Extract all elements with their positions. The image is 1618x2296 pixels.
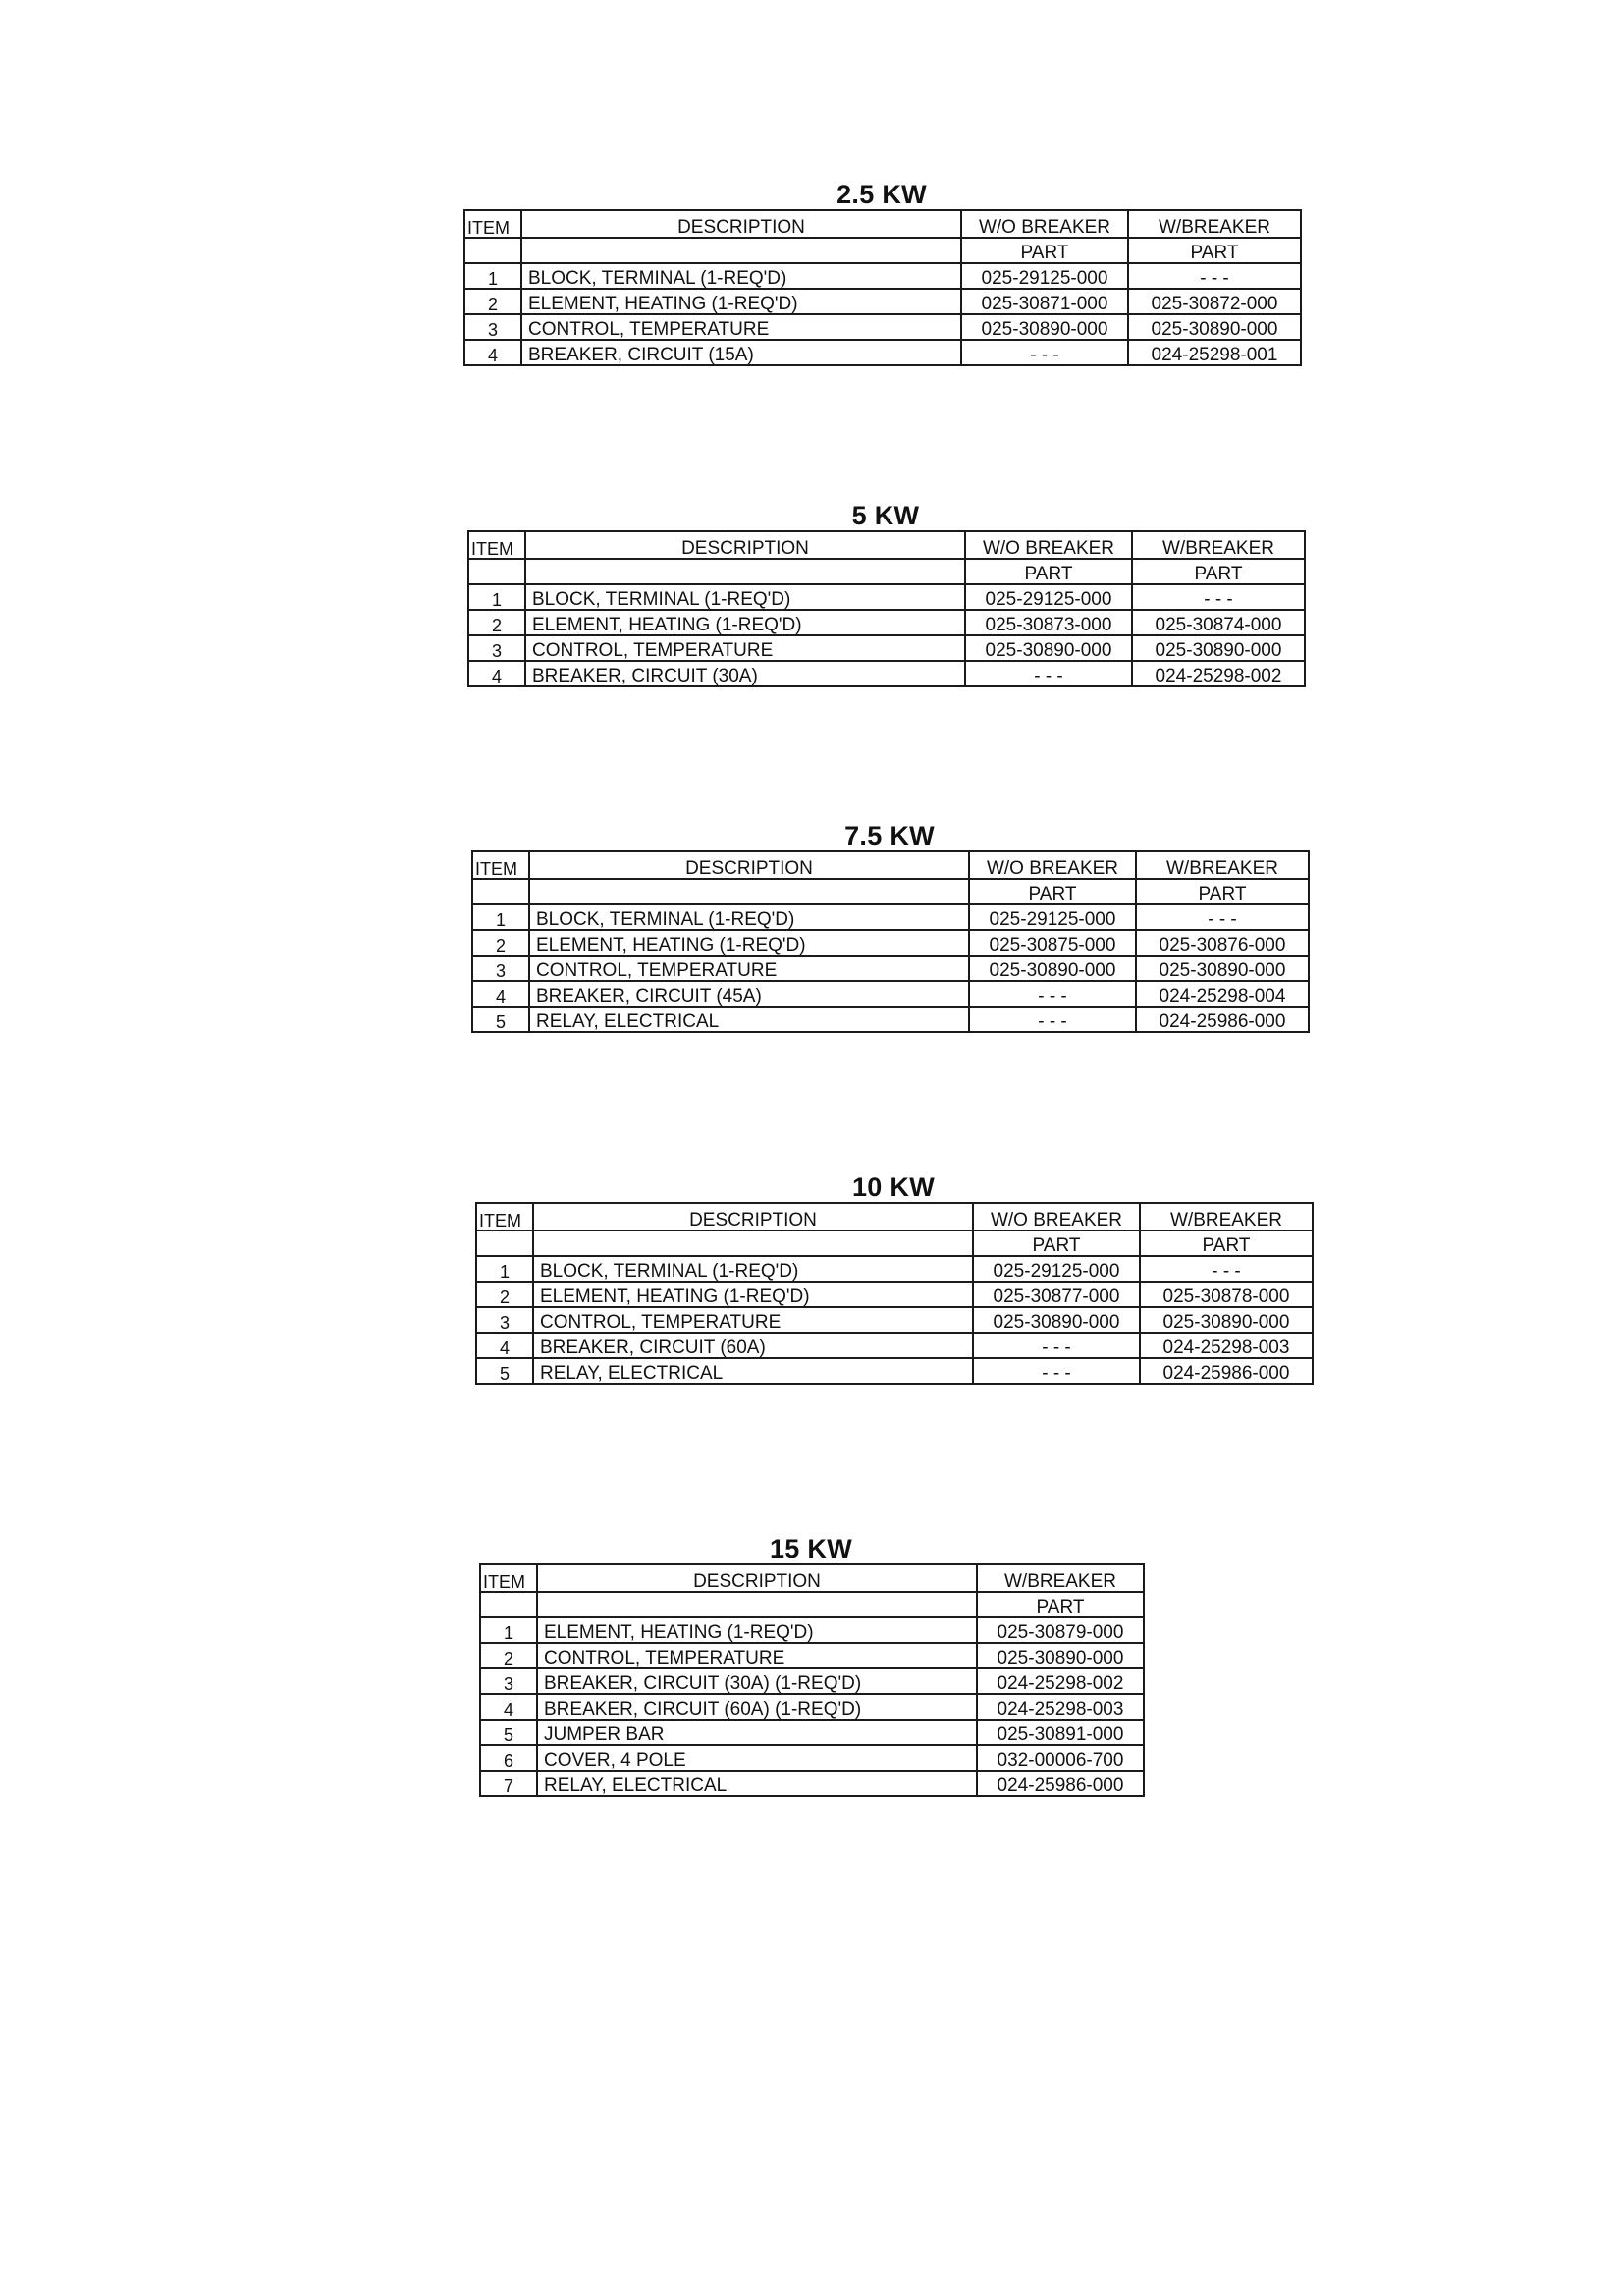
table-header-row <box>480 1564 1144 1592</box>
item-number: 4 <box>472 981 529 1007</box>
header-description: DESCRIPTION <box>533 1203 973 1230</box>
item-number: 4 <box>476 1333 533 1358</box>
table-row <box>480 1745 1144 1771</box>
item-number: 3 <box>464 314 521 340</box>
item-description: BLOCK, TERMINAL (1-REQ'D) <box>525 584 965 610</box>
wo-breaker-part: - - - <box>969 981 1136 1007</box>
section-title: 7.5 KW <box>844 821 935 850</box>
wo-breaker-part: 025-30890-000 <box>961 314 1128 340</box>
header-wo-breaker: W/O BREAKER <box>965 531 1132 559</box>
item-number: 3 <box>472 956 529 981</box>
section-title: 2.5 KW <box>836 180 927 209</box>
header-item: ITEM <box>480 1564 537 1592</box>
w-breaker-part: - - - <box>1132 584 1305 610</box>
item-number: 1 <box>472 904 529 930</box>
parts-table <box>475 1202 1314 1385</box>
table-subheader-row <box>476 1230 1313 1256</box>
w-breaker-part: 025-30890-000 <box>977 1643 1144 1668</box>
wo-breaker-part: 025-29125-000 <box>961 263 1128 289</box>
w-breaker-part: 024-25986-000 <box>977 1771 1144 1796</box>
item-number: 1 <box>476 1256 533 1282</box>
w-breaker-part: 024-25298-003 <box>1140 1333 1313 1358</box>
item-number: 4 <box>468 661 525 686</box>
header-part: PART <box>1136 879 1309 904</box>
wo-breaker-part: 025-30871-000 <box>961 289 1128 314</box>
header-description: DESCRIPTION <box>537 1564 977 1592</box>
item-number: 1 <box>480 1617 537 1643</box>
wo-breaker-part: 025-30890-000 <box>973 1307 1140 1333</box>
table-row <box>464 314 1301 340</box>
w-breaker-part: 025-30872-000 <box>1128 289 1301 314</box>
table-row <box>472 956 1309 981</box>
header-w-breaker: W/BREAKER <box>1132 531 1305 559</box>
item-number: 1 <box>464 263 521 289</box>
w-breaker-part: 024-25986-000 <box>1140 1358 1313 1384</box>
item-number: 3 <box>476 1307 533 1333</box>
item-number: 5 <box>476 1358 533 1384</box>
item-description: CONTROL, TEMPERATURE <box>533 1307 973 1333</box>
table-row <box>476 1282 1313 1307</box>
header-item: ITEM <box>472 851 529 879</box>
header-part: PART <box>965 559 1132 584</box>
header-item: ITEM <box>468 531 525 559</box>
table-header-row <box>472 851 1309 879</box>
wo-breaker-part: - - - <box>973 1333 1140 1358</box>
w-breaker-part: 025-30890-000 <box>1140 1307 1313 1333</box>
w-breaker-part: 025-30879-000 <box>977 1617 1144 1643</box>
table-row <box>464 263 1301 289</box>
item-number: 1 <box>468 584 525 610</box>
blank-cell <box>521 238 961 263</box>
blank-cell <box>464 238 521 263</box>
item-number: 2 <box>476 1282 533 1307</box>
w-breaker-part: 025-30878-000 <box>1140 1282 1313 1307</box>
item-number: 2 <box>464 289 521 314</box>
blank-cell <box>533 1230 973 1256</box>
header-part: PART <box>969 879 1136 904</box>
item-number: 4 <box>464 340 521 365</box>
header-w-breaker: W/BREAKER <box>1140 1203 1313 1230</box>
wo-breaker-part: 025-29125-000 <box>965 584 1132 610</box>
item-description: BLOCK, TERMINAL (1-REQ'D) <box>529 904 969 930</box>
item-number: 5 <box>480 1720 537 1745</box>
header-part: PART <box>977 1592 1144 1617</box>
item-description: CONTROL, TEMPERATURE <box>525 635 965 661</box>
table-row <box>476 1307 1313 1333</box>
table-header-row <box>476 1203 1313 1230</box>
header-w-breaker: W/BREAKER <box>1128 210 1301 238</box>
item-number: 7 <box>480 1771 537 1796</box>
item-description: CONTROL, TEMPERATURE <box>521 314 961 340</box>
table-row <box>480 1643 1144 1668</box>
table-subheader-row <box>468 559 1305 584</box>
wo-breaker-part: 025-29125-000 <box>973 1256 1140 1282</box>
header-part: PART <box>1128 238 1301 263</box>
blank-cell <box>476 1230 533 1256</box>
item-description: BREAKER, CIRCUIT (60A) <box>533 1333 973 1358</box>
item-description: RELAY, ELECTRICAL <box>533 1358 973 1384</box>
parts-table <box>479 1563 1145 1797</box>
header-description: DESCRIPTION <box>521 210 961 238</box>
wo-breaker-part: 025-30875-000 <box>969 930 1136 956</box>
header-part: PART <box>961 238 1128 263</box>
table-subheader-row <box>472 879 1309 904</box>
wo-breaker-part: 025-30890-000 <box>969 956 1136 981</box>
item-description: COVER, 4 POLE <box>537 1745 977 1771</box>
table-row <box>480 1771 1144 1796</box>
item-description: BLOCK, TERMINAL (1-REQ'D) <box>533 1256 973 1282</box>
w-breaker-part: 032-00006-700 <box>977 1745 1144 1771</box>
table-row <box>472 981 1309 1007</box>
item-description: BREAKER, CIRCUIT (30A) (1-REQ'D) <box>537 1668 977 1694</box>
table-row <box>480 1617 1144 1643</box>
item-description: BREAKER, CIRCUIT (30A) <box>525 661 965 686</box>
table-row <box>480 1668 1144 1694</box>
table-row <box>468 661 1305 686</box>
item-description: CONTROL, TEMPERATURE <box>529 956 969 981</box>
w-breaker-part: 025-30890-000 <box>1128 314 1301 340</box>
item-number: 2 <box>468 610 525 635</box>
item-description: ELEMENT, HEATING (1-REQ'D) <box>521 289 961 314</box>
table-row <box>476 1333 1313 1358</box>
table-subheader-row <box>464 238 1301 263</box>
table-header-row <box>464 210 1301 238</box>
item-description: ELEMENT, HEATING (1-REQ'D) <box>537 1617 977 1643</box>
wo-breaker-part: 025-29125-000 <box>969 904 1136 930</box>
w-breaker-part: 024-25986-000 <box>1136 1007 1309 1032</box>
item-description: BREAKER, CIRCUIT (15A) <box>521 340 961 365</box>
w-breaker-part: 024-25298-003 <box>977 1694 1144 1720</box>
item-number: 5 <box>472 1007 529 1032</box>
w-breaker-part: 025-30876-000 <box>1136 930 1309 956</box>
w-breaker-part: 024-25298-004 <box>1136 981 1309 1007</box>
header-w-breaker: W/BREAKER <box>1136 851 1309 879</box>
blank-cell <box>529 879 969 904</box>
table-row <box>468 584 1305 610</box>
blank-cell <box>480 1592 537 1617</box>
wo-breaker-part: - - - <box>961 340 1128 365</box>
section-title: 5 KW <box>851 501 920 530</box>
parts-table <box>463 209 1302 366</box>
blank-cell <box>472 879 529 904</box>
table-row <box>476 1358 1313 1384</box>
w-breaker-part: 024-25298-002 <box>1132 661 1305 686</box>
w-breaker-part: 024-25298-001 <box>1128 340 1301 365</box>
item-description: JUMPER BAR <box>537 1720 977 1745</box>
item-description: BREAKER, CIRCUIT (60A) (1-REQ'D) <box>537 1694 977 1720</box>
blank-cell <box>537 1592 977 1617</box>
item-description: ELEMENT, HEATING (1-REQ'D) <box>529 930 969 956</box>
item-description: BREAKER, CIRCUIT (45A) <box>529 981 969 1007</box>
table-row <box>472 1007 1309 1032</box>
item-number: 4 <box>480 1694 537 1720</box>
w-breaker-part: 024-25298-002 <box>977 1668 1144 1694</box>
wo-breaker-part: 025-30873-000 <box>965 610 1132 635</box>
item-number: 3 <box>468 635 525 661</box>
header-w-breaker: W/BREAKER <box>977 1564 1144 1592</box>
w-breaker-part: - - - <box>1140 1256 1313 1282</box>
table-row <box>468 610 1305 635</box>
item-number: 2 <box>472 930 529 956</box>
table-row <box>468 635 1305 661</box>
item-number: 2 <box>480 1643 537 1668</box>
header-description: DESCRIPTION <box>529 851 969 879</box>
blank-cell <box>468 559 525 584</box>
item-description: ELEMENT, HEATING (1-REQ'D) <box>533 1282 973 1307</box>
wo-breaker-part: - - - <box>969 1007 1136 1032</box>
header-wo-breaker: W/O BREAKER <box>969 851 1136 879</box>
parts-table <box>467 530 1306 687</box>
table-subheader-row <box>480 1592 1144 1617</box>
header-item: ITEM <box>476 1203 533 1230</box>
item-description: RELAY, ELECTRICAL <box>537 1771 977 1796</box>
item-number: 6 <box>480 1745 537 1771</box>
header-wo-breaker: W/O BREAKER <box>961 210 1128 238</box>
w-breaker-part: 025-30891-000 <box>977 1720 1144 1745</box>
w-breaker-part: 025-30890-000 <box>1132 635 1305 661</box>
header-description: DESCRIPTION <box>525 531 965 559</box>
blank-cell <box>525 559 965 584</box>
w-breaker-part: 025-30874-000 <box>1132 610 1305 635</box>
wo-breaker-part: - - - <box>973 1358 1140 1384</box>
table-row <box>480 1720 1144 1745</box>
header-part: PART <box>1140 1230 1313 1256</box>
table-row <box>472 904 1309 930</box>
header-item: ITEM <box>464 210 521 238</box>
table-header-row <box>468 531 1305 559</box>
table-row <box>476 1256 1313 1282</box>
wo-breaker-part: - - - <box>965 661 1132 686</box>
item-description: ELEMENT, HEATING (1-REQ'D) <box>525 610 965 635</box>
header-part: PART <box>973 1230 1140 1256</box>
wo-breaker-part: 025-30877-000 <box>973 1282 1140 1307</box>
section-title: 10 KW <box>851 1173 936 1202</box>
table-row <box>464 340 1301 365</box>
wo-breaker-part: 025-30890-000 <box>965 635 1132 661</box>
parts-table <box>471 850 1310 1033</box>
item-description: CONTROL, TEMPERATURE <box>537 1643 977 1668</box>
header-wo-breaker: W/O BREAKER <box>973 1203 1140 1230</box>
w-breaker-part: 025-30890-000 <box>1136 956 1309 981</box>
table-row <box>464 289 1301 314</box>
item-description: BLOCK, TERMINAL (1-REQ'D) <box>521 263 961 289</box>
section-title: 15 KW <box>769 1534 853 1563</box>
item-number: 3 <box>480 1668 537 1694</box>
item-description: RELAY, ELECTRICAL <box>529 1007 969 1032</box>
table-row <box>480 1694 1144 1720</box>
header-part: PART <box>1132 559 1305 584</box>
table-row <box>472 930 1309 956</box>
w-breaker-part: - - - <box>1128 263 1301 289</box>
w-breaker-part: - - - <box>1136 904 1309 930</box>
